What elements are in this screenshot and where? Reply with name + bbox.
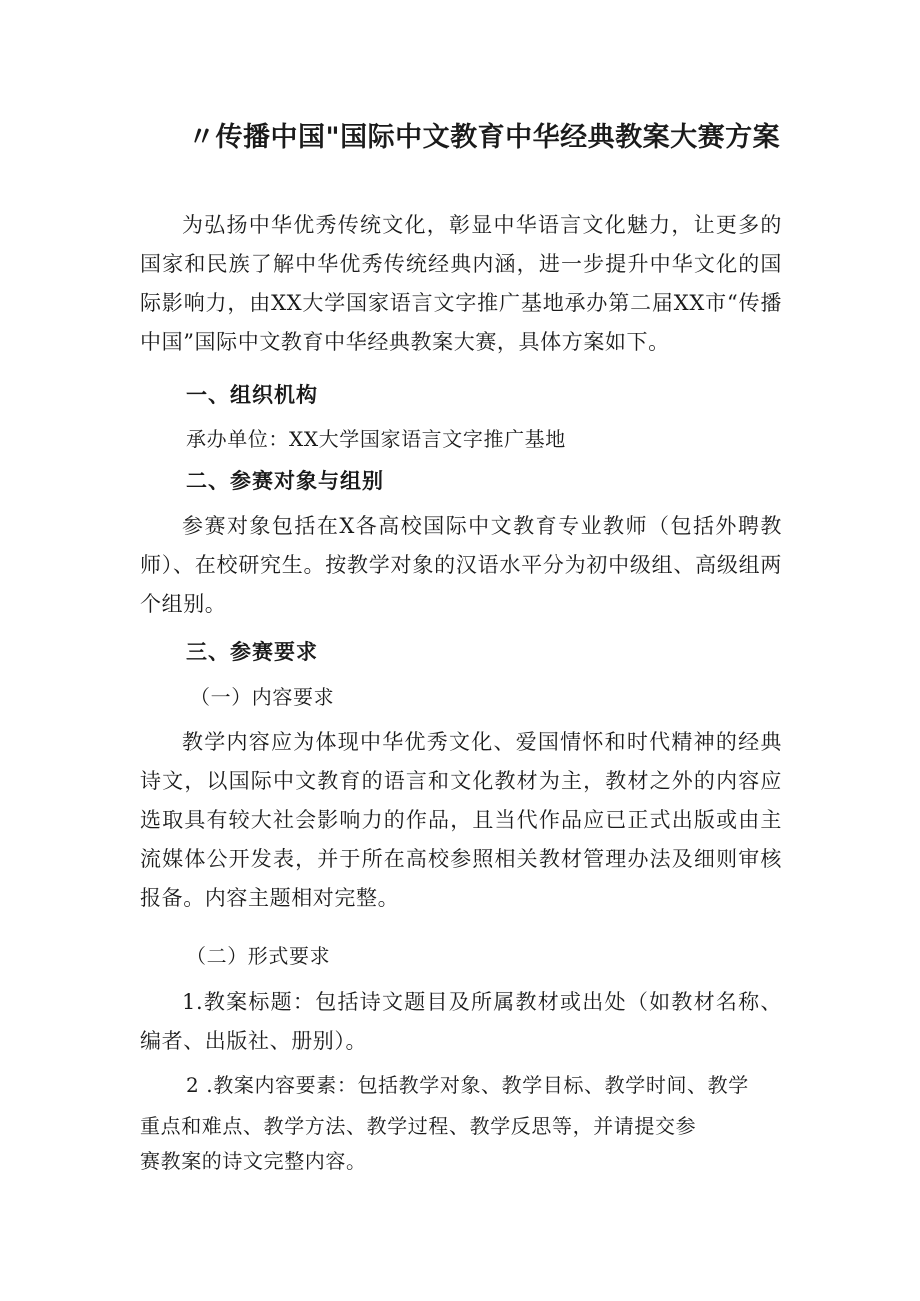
subheading-content-requirements: （一）内容要求	[190, 685, 335, 709]
format-item-content-line1: 2 .教案内容要素：包括教学对象、教学目标、教学时间、教学	[186, 1073, 749, 1097]
section-heading-participants: 二、参赛对象与组别	[186, 469, 384, 493]
document-title: 〃传播中国"国际中文教育中华经典教案大赛方案	[188, 122, 781, 153]
format-item-content-line2: 重点和难点、教学方法、教学过程、教学反思等，并请提交参	[140, 1114, 697, 1138]
organizer-text: 承办单位：XX大学国家语言文字推广基地	[186, 427, 566, 451]
content-requirements-paragraph: 教学内容应为体现中华优秀文化、爱国情怀和时代精神的经典诗文，以国际中文教育的语言和文化教材为主，教材之外的内容应选取具有较大社会影响力的作品，且当代作品应已正式出版或由主流媒体公开发表，并于所在高校参照相关教材管理办法及细则审核报备。内容主题相对完整。	[140, 730, 782, 910]
format-item-content-line3: 赛教案的诗文完整内容。	[140, 1149, 367, 1173]
section-heading-requirements: 三、参赛要求	[186, 640, 318, 664]
subheading-format-requirements: （二）形式要求	[186, 944, 331, 968]
intro-paragraph: 为弘扬中华优秀传统文化，彰显中华语言文化魅力，让更多的国家和民族了解中华优秀传统经典内涵，进一步提升中华文化的国际影响力，由XX大学国家语言文字推广基地承办第二届XX市“传播中国”国际中文教育中华经典教案大赛，具体方案如下。	[140, 213, 782, 354]
participants-paragraph: 参赛对象包括在X各高校国际中文教育专业教师（包括外聘教师）、在校研究生。按教学对象的汉语水平分为初中级组、高级组两个组别。	[140, 514, 782, 616]
format-item-title: 1.教案标题：包括诗文题目及所属教材或出处（如教材名称、编者、出版社、册别）。	[140, 990, 782, 1053]
section-heading-organization: 一、组织机构	[186, 383, 318, 407]
